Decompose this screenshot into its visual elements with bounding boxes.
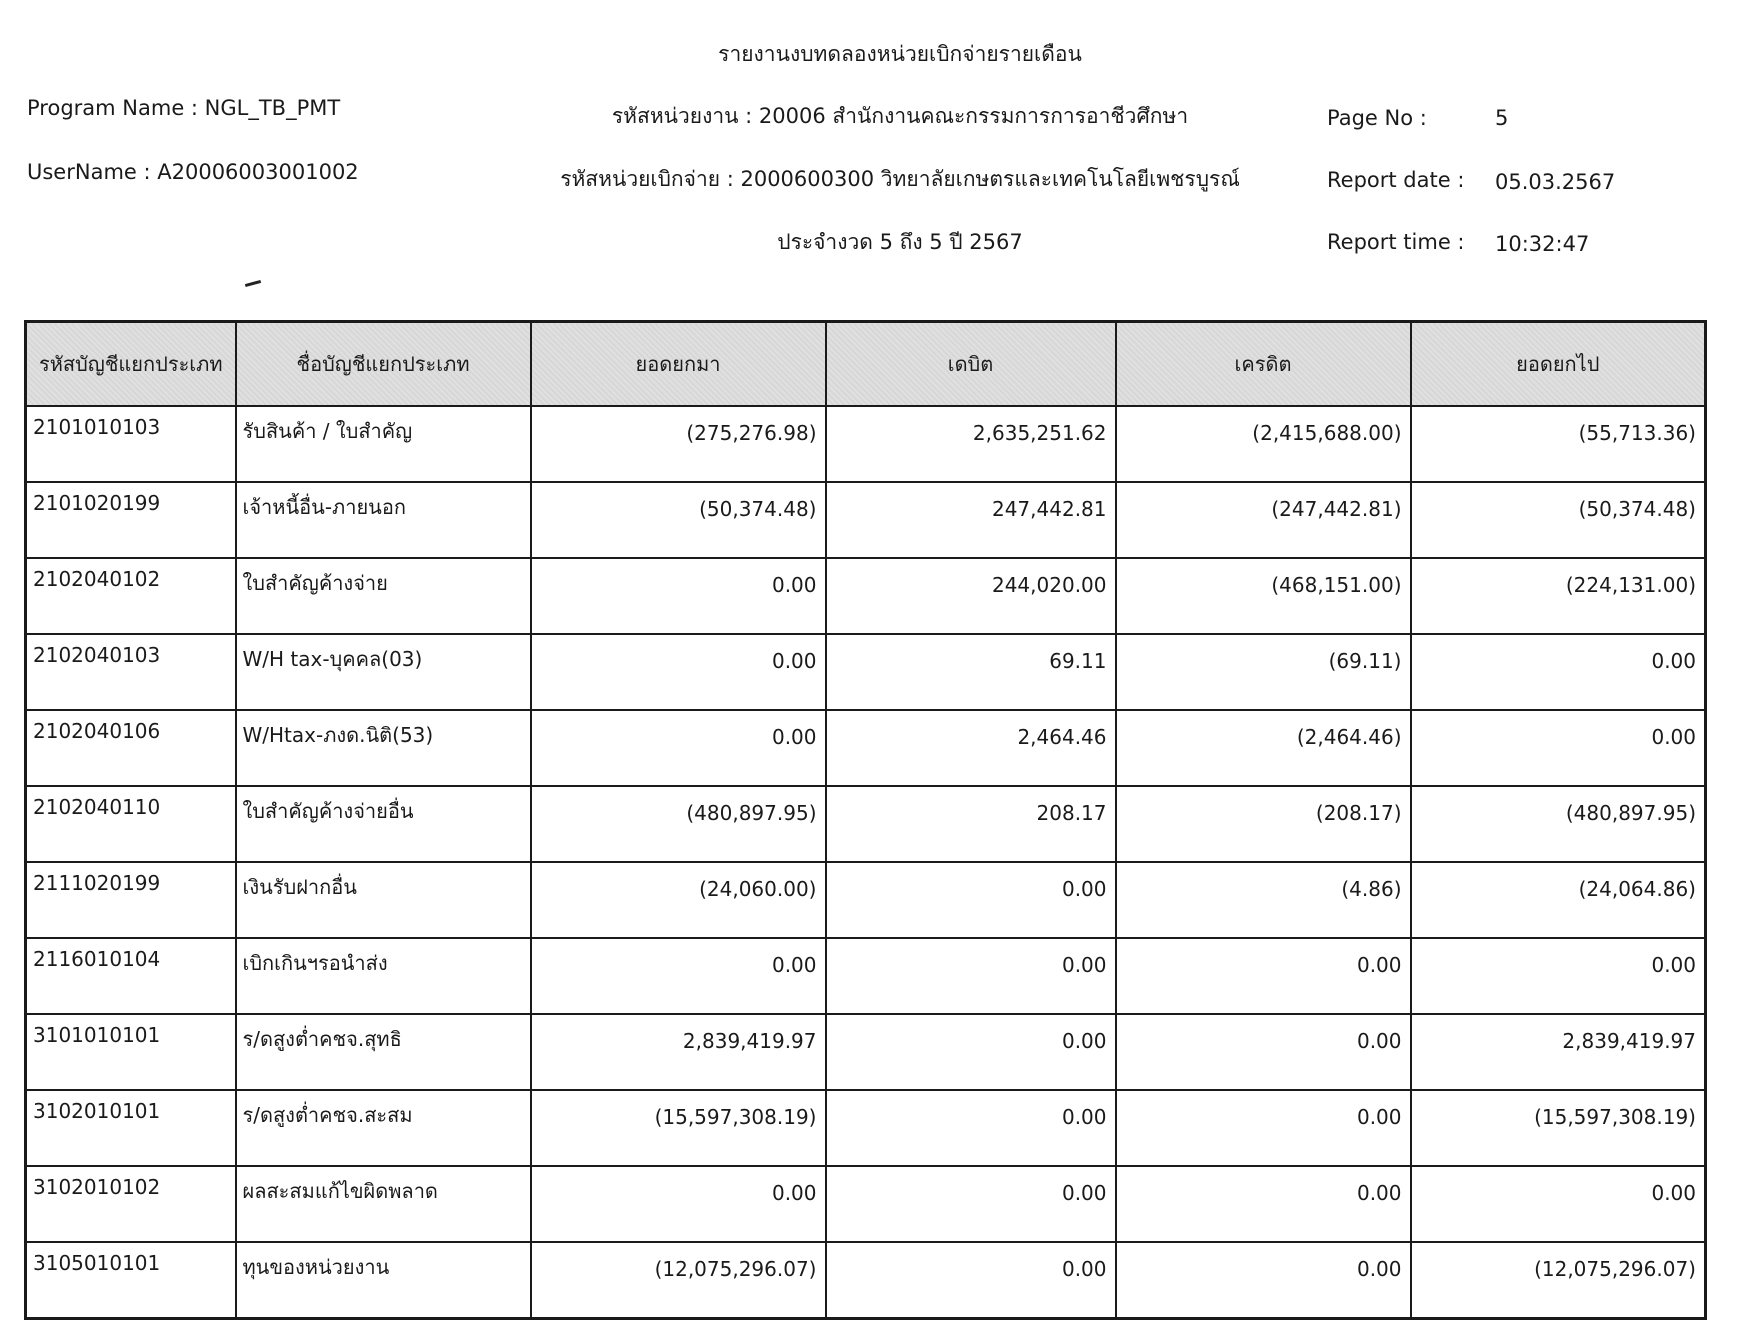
- cell-debit: 0.00: [826, 862, 1116, 938]
- report-time-value: 10:32:47: [1495, 232, 1590, 256]
- program-name: Program Name : NGL_TB_PMT: [27, 96, 341, 120]
- table-row: [26, 1242, 1706, 1319]
- trial-balance-table: [24, 320, 1707, 1320]
- cell-opening: 0.00: [531, 1166, 826, 1242]
- header-account-name: ชื่อบัญชีแยกประเภท: [236, 322, 531, 407]
- cell-name: ร/ดสูงต่ำคชจ.สุทธิ: [236, 1014, 531, 1090]
- cell-opening: 0.00: [531, 634, 826, 710]
- cell-credit: (468,151.00): [1116, 558, 1411, 634]
- cell-name: ผลสะสมแก้ไขผิดพลาด: [236, 1166, 531, 1242]
- cell-credit: (4.86): [1116, 862, 1411, 938]
- cell-closing: 0.00: [1411, 634, 1706, 710]
- table-row: [26, 406, 1706, 482]
- header-account-code: รหัสบัญชีแยกประเภท: [26, 322, 236, 407]
- cell-opening: (480,897.95): [531, 786, 826, 862]
- cell-code: 3102010102: [26, 1166, 236, 1242]
- cell-opening: (12,075,296.07): [531, 1242, 826, 1319]
- cell-name: ร/ดสูงต่ำคชจ.สะสม: [236, 1090, 531, 1166]
- cell-name: เงินรับฝากอื่น: [236, 862, 531, 938]
- cell-debit: 69.11: [826, 634, 1116, 710]
- cell-closing: 2,839,419.97: [1411, 1014, 1706, 1090]
- cell-closing: 0.00: [1411, 1166, 1706, 1242]
- cell-code: 2101020199: [26, 482, 236, 558]
- cell-closing: (224,131.00): [1411, 558, 1706, 634]
- cell-code: 2102040110: [26, 786, 236, 862]
- cell-debit: 0.00: [826, 1242, 1116, 1319]
- cell-opening: 0.00: [531, 938, 826, 1014]
- cell-credit: 0.00: [1116, 1090, 1411, 1166]
- cell-closing: (50,374.48): [1411, 482, 1706, 558]
- cell-opening: (15,597,308.19): [531, 1090, 826, 1166]
- cell-debit: 0.00: [826, 1090, 1116, 1166]
- cell-credit: 0.00: [1116, 938, 1411, 1014]
- report-title: รายงานงบทดลองหน่วยเบิกจ่ายรายเดือน: [718, 42, 1082, 66]
- cell-opening: 0.00: [531, 710, 826, 786]
- cell-code: 2116010104: [26, 938, 236, 1014]
- cell-name: ทุนของหน่วยงาน: [236, 1242, 531, 1319]
- cell-debit: 0.00: [826, 1014, 1116, 1090]
- header-credit: เครดิต: [1116, 322, 1411, 407]
- cell-credit: (247,442.81): [1116, 482, 1411, 558]
- cell-name: ใบสำคัญค้างจ่ายอื่น: [236, 786, 531, 862]
- cell-code: 2111020199: [26, 862, 236, 938]
- header-closing-balance: ยอดยกไป: [1411, 322, 1706, 407]
- cell-name: W/H tax-บุคคล(03): [236, 634, 531, 710]
- table-row: [26, 786, 1706, 862]
- report-date-value: 05.03.2567: [1495, 170, 1616, 194]
- header-opening-balance: ยอดยกมา: [531, 322, 826, 407]
- table-header-row: [26, 322, 1706, 407]
- cell-closing: 0.00: [1411, 710, 1706, 786]
- cell-closing: (12,075,296.07): [1411, 1242, 1706, 1319]
- table-row: [26, 1090, 1706, 1166]
- report-date-label: Report date :: [1327, 168, 1465, 192]
- cell-name: W/Htax-ภงด.นิติ(53): [236, 710, 531, 786]
- cell-credit: (2,415,688.00): [1116, 406, 1411, 482]
- cell-debit: 2,635,251.62: [826, 406, 1116, 482]
- cell-code: 3102010101: [26, 1090, 236, 1166]
- cell-closing: (55,713.36): [1411, 406, 1706, 482]
- page-label: Page No :: [1327, 106, 1427, 130]
- cell-closing: (480,897.95): [1411, 786, 1706, 862]
- table-row: [26, 634, 1706, 710]
- table-row: [26, 862, 1706, 938]
- cell-closing: (15,597,308.19): [1411, 1090, 1706, 1166]
- cell-opening: 2,839,419.97: [531, 1014, 826, 1090]
- cell-code: 2102040106: [26, 710, 236, 786]
- cell-code: 2102040102: [26, 558, 236, 634]
- cell-debit: 208.17: [826, 786, 1116, 862]
- cell-code: 2101010103: [26, 406, 236, 482]
- cell-name: เจ้าหนี้อื่น-ภายนอก: [236, 482, 531, 558]
- cell-name: รับสินค้า / ใบสำคัญ: [236, 406, 531, 482]
- cell-name: เบิกเกินฯรอนำส่ง: [236, 938, 531, 1014]
- cell-credit: (69.11): [1116, 634, 1411, 710]
- table-row: [26, 710, 1706, 786]
- cell-closing: 0.00: [1411, 938, 1706, 1014]
- cell-debit: 247,442.81: [826, 482, 1116, 558]
- cell-credit: 0.00: [1116, 1166, 1411, 1242]
- cell-credit: (2,464.46): [1116, 710, 1411, 786]
- header-debit: เดบิต: [826, 322, 1116, 407]
- cell-code: 3101010101: [26, 1014, 236, 1090]
- cell-code: 3105010101: [26, 1242, 236, 1319]
- table-row: [26, 938, 1706, 1014]
- cell-credit: (208.17): [1116, 786, 1411, 862]
- page-value: 5: [1495, 106, 1509, 130]
- report-time-label: Report time :: [1327, 230, 1465, 254]
- cell-credit: 0.00: [1116, 1242, 1411, 1319]
- cell-opening: (24,060.00): [531, 862, 826, 938]
- period-line: ประจำงวด 5 ถึง 5 ปี 2567: [777, 230, 1023, 254]
- table-row: [26, 558, 1706, 634]
- cell-debit: 244,020.00: [826, 558, 1116, 634]
- cell-name: ใบสำคัญค้างจ่าย: [236, 558, 531, 634]
- scan-mark: [245, 280, 261, 287]
- cell-closing: (24,064.86): [1411, 862, 1706, 938]
- cell-opening: 0.00: [531, 558, 826, 634]
- cell-credit: 0.00: [1116, 1014, 1411, 1090]
- cell-debit: 0.00: [826, 938, 1116, 1014]
- agency-line: รหัสหน่วยงาน : 20006 สำนักงานคณะกรรมการการอาชีวศึกษา: [611, 104, 1189, 128]
- table-row: [26, 1014, 1706, 1090]
- cell-opening: (50,374.48): [531, 482, 826, 558]
- cell-opening: (275,276.98): [531, 406, 826, 482]
- cell-debit: 0.00: [826, 1166, 1116, 1242]
- table-row: [26, 1166, 1706, 1242]
- cell-code: 2102040103: [26, 634, 236, 710]
- disbursing-unit-line: รหัสหน่วยเบิกจ่าย : 2000600300 วิทยาลัยเกษตรและเทคโนโลยีเพชรบูรณ์: [560, 167, 1240, 191]
- user-name: UserName : A20006003001002: [27, 160, 359, 184]
- cell-debit: 2,464.46: [826, 710, 1116, 786]
- table-row: [26, 482, 1706, 558]
